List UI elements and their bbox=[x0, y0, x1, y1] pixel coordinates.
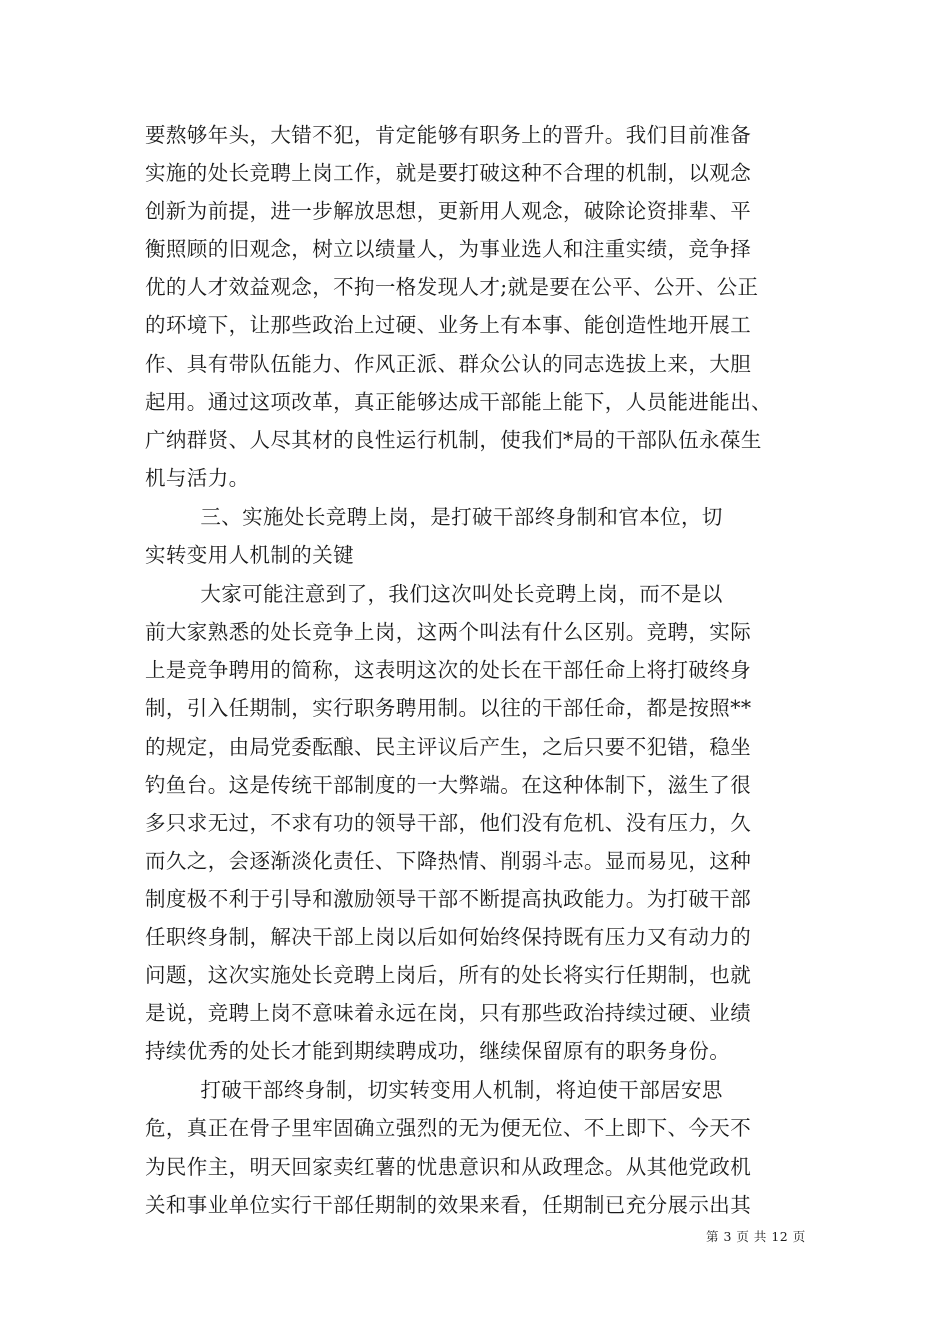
text-line: 优的人才效益观念，不拘一格发现人才;就是要在公平、公开、公正 bbox=[145, 275, 759, 300]
text-line: 多只求无过，不求有功的领导干部，他们没有危机、没有压力，久 bbox=[145, 810, 752, 835]
text-line: 任职终身制，解决干部上岗以后如何始终保持既有压力又有动力的 bbox=[145, 924, 752, 949]
text-line: 打破干部终身制，切实转变用人机制，将迫使干部居安思 bbox=[145, 1078, 723, 1103]
section-heading-line: 实转变用人机制的关键 bbox=[145, 543, 354, 568]
text-line: 的规定，由局党委酝酿、民主评议后产生，之后只要不犯错，稳坐 bbox=[145, 734, 752, 759]
text-line: 问题，这次实施处长竞聘上岗后，所有的处长将实行任期制，也就 bbox=[145, 963, 752, 988]
text-line: 危，真正在骨子里牢固确立强烈的无为便无位、不上即下、今天不 bbox=[145, 1116, 752, 1141]
text-line: 创新为前提，进一步解放思想，更新用人观念，破除论资排辈、平 bbox=[145, 199, 752, 224]
text-line: 衡照顾的旧观念，树立以绩量人，为事业选人和注重实绩，竞争择 bbox=[145, 237, 752, 262]
text-line: 机与活力。 bbox=[145, 465, 250, 490]
section-heading-line: 三、实施处长竞聘上岗，是打破干部终身制和官本位，切 bbox=[145, 504, 723, 529]
text-line: 制，引入任期制，实行职务聘用制。以往的干部任命，都是按照** bbox=[145, 696, 752, 721]
text-line: 是说，竞聘上岗不意味着永远在岗，只有那些政治持续过硬、业绩 bbox=[145, 1001, 752, 1026]
text-line: 而久之，会逐渐淡化责任、下降热情、削弱斗志。显而易见，这种 bbox=[145, 848, 752, 873]
text-line: 前大家熟悉的处长竞争上岗，这两个叫法有什么区别。竞聘，实际 bbox=[145, 620, 752, 645]
text-line: 大家可能注意到了，我们这次叫处长竞聘上岗，而不是以 bbox=[145, 582, 723, 607]
text-line: 关和事业单位实行干部任期制的效果来看，任期制已充分展示出其 bbox=[145, 1192, 752, 1217]
text-line: 钓鱼台。这是传统干部制度的一大弊端。在这种体制下，滋生了很 bbox=[145, 772, 752, 797]
text-line: 持续优秀的处长才能到期续聘成功，继续保留原有的职务身份。 bbox=[145, 1039, 731, 1064]
text-line: 为民作主，明天回家卖红薯的忧患意识和从政理念。从其他党政机 bbox=[145, 1154, 752, 1179]
text-line: 要熬够年头，大错不犯，肯定能够有职务上的晋升。我们目前准备 bbox=[145, 123, 752, 147]
page-number-footer: 第 3 页 共 12 页 bbox=[706, 1229, 806, 1244]
text-line: 制度极不利于引导和激励领导干部不断提高执政能力。为打破干部 bbox=[145, 886, 752, 911]
text-line: 上是竞争聘用的简称，这表明这次的处长在干部任命上将打破终身 bbox=[145, 658, 752, 683]
text-line: 实施的处长竞聘上岗工作，就是要打破这种不合理的机制，以观念 bbox=[145, 161, 752, 186]
text-line: 的环境下，让那些政治上过硬、业务上有本事、能创造性地开展工 bbox=[145, 313, 752, 338]
text-line: 起用。通过这项改革，真正能够达成干部能上能下，人员能进能出、 bbox=[145, 389, 772, 414]
text-line: 广纳群贤、人尽其材的良性运行机制，使我们*局的干部队伍永葆生 bbox=[145, 427, 762, 452]
text-line: 作、具有带队伍能力、作风正派、群众公认的同志选拔上来，大胆 bbox=[145, 351, 752, 376]
body-text bbox=[145, 116, 817, 1224]
